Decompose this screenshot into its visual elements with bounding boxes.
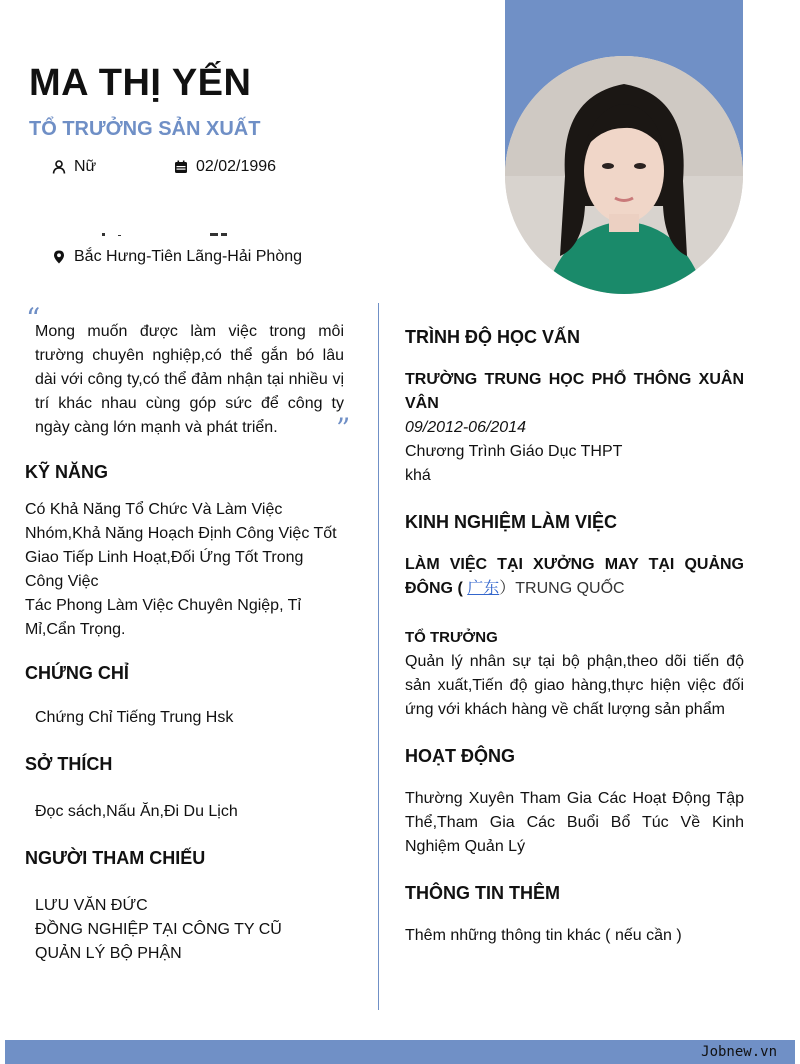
experience-company [405, 553, 744, 601]
certificate-item: Chứng Chỉ Tiếng Trung Hsk [35, 709, 234, 726]
additional-info-text: Thêm những thông tin khác ( nếu cần ) [405, 927, 682, 944]
address-row [52, 248, 302, 266]
skill-line: Mỉ,Cẩn Trọng. [25, 621, 126, 638]
reference-relation: ĐỒNG NGHIỆP TẠI CÔNG TY CŨ [35, 921, 282, 938]
skill-line: Giao Tiếp Linh Hoạt,Đối Ứng Tốt Trong [25, 549, 304, 566]
calendar-icon [174, 160, 188, 174]
company-prefix: ĐÔNG ( [405, 580, 463, 597]
location-pin-icon [52, 250, 66, 264]
address-value: Bắc Hưng-Tiên Lãng-Hải Phòng [74, 248, 303, 265]
column-divider [378, 303, 379, 1010]
skill-line: Có Khả Năng Tổ Chức Và Làm Việc [25, 501, 283, 518]
footer-band [5, 1040, 795, 1064]
reference-name: LƯU VĂN ĐỨC [35, 897, 148, 914]
gender-value: Nữ [74, 158, 97, 175]
profile-photo-illustration [505, 56, 743, 294]
certificates-heading: CHỨNG CHỈ [25, 663, 129, 683]
education-grade: khá [405, 467, 431, 484]
activities-heading: HOẠT ĐỘNG [405, 746, 515, 766]
skill-line: Công Việc [25, 573, 99, 590]
company-line: LÀM VIỆC TẠI XƯỞNG MAY TẠI QUẢNG [405, 556, 744, 573]
education-period: 09/2012-06/2014 [405, 419, 526, 436]
hobbies-heading: SỞ THÍCH [25, 754, 113, 774]
clipped-text-fragment [60, 228, 240, 236]
job-title: TỔ TRƯỞNG SẢN XUẤT [29, 118, 261, 140]
education-program: Chương Trình Giáo Dục THPT [405, 443, 623, 460]
reference-details [35, 894, 282, 966]
company-location-link[interactable]: 广东 [467, 580, 500, 597]
education-heading: TRÌNH ĐỘ HỌC VẤN [405, 327, 580, 347]
candidate-name: MA THỊ YẾN [29, 62, 252, 104]
gender-row [52, 158, 96, 176]
footer-brand: Jobnew.vn [701, 1044, 777, 1060]
person-icon [52, 160, 66, 174]
company-suffix: ）TRUNG QUỐC [499, 580, 625, 597]
quote-close-mark: ” [336, 412, 351, 445]
references-heading: NGƯỜI THAM CHIẾU [25, 848, 206, 868]
skill-line: Nhóm,Khả Năng Hoạch Định Công Việc Tốt [25, 525, 337, 542]
quote-open-mark: “ [26, 302, 41, 335]
reference-position: QUẢN LÝ BỘ PHẬN [35, 945, 182, 962]
skills-list [25, 498, 355, 642]
activities-text: Thường Xuyên Tham Gia Các Hoạt Động Tập Thể,Tham Gia Các Buổi Bổ Túc Về Kinh Nghiệm Quản Lý [405, 790, 744, 855]
dob-value: 02/02/1996 [196, 158, 277, 175]
school-name: TRƯỜNG TRUNG HỌC PHỔ THÔNG XUÂN VÂN [405, 371, 744, 412]
skill-line: Tác Phong Làm Việc Chuyên Ngiệp, Tỉ [25, 597, 302, 614]
hobbies-item: Đọc sách,Nấu Ăn,Đi Du Lịch [35, 803, 238, 820]
skills-heading: KỸ NĂNG [25, 462, 109, 482]
experience-heading: KINH NGHIỆM LÀM VIỆC [405, 512, 618, 532]
experience-role: TỔ TRƯỞNG [405, 629, 498, 646]
additional-info-heading: THÔNG TIN THÊM [405, 883, 560, 903]
experience-description: Quản lý nhân sự tại bộ phận,theo dõi tiến độ sản xuất,Tiến độ giao hàng,thực hiện việc đối ứng với khách hàng về chất lượng sản phẩm [405, 653, 744, 718]
dob-row [174, 158, 276, 176]
profile-photo [505, 56, 743, 294]
career-objective: Mong muốn được làm việc trong môi trường chuyên nghiệp,có thể gắn bó lâu dài với công ty,có thể đảm nhận tại nhiều vị trí khác nhau cùng góp sức để công ty ngày càng lớn mạnh và phát triển. [35, 323, 344, 436]
